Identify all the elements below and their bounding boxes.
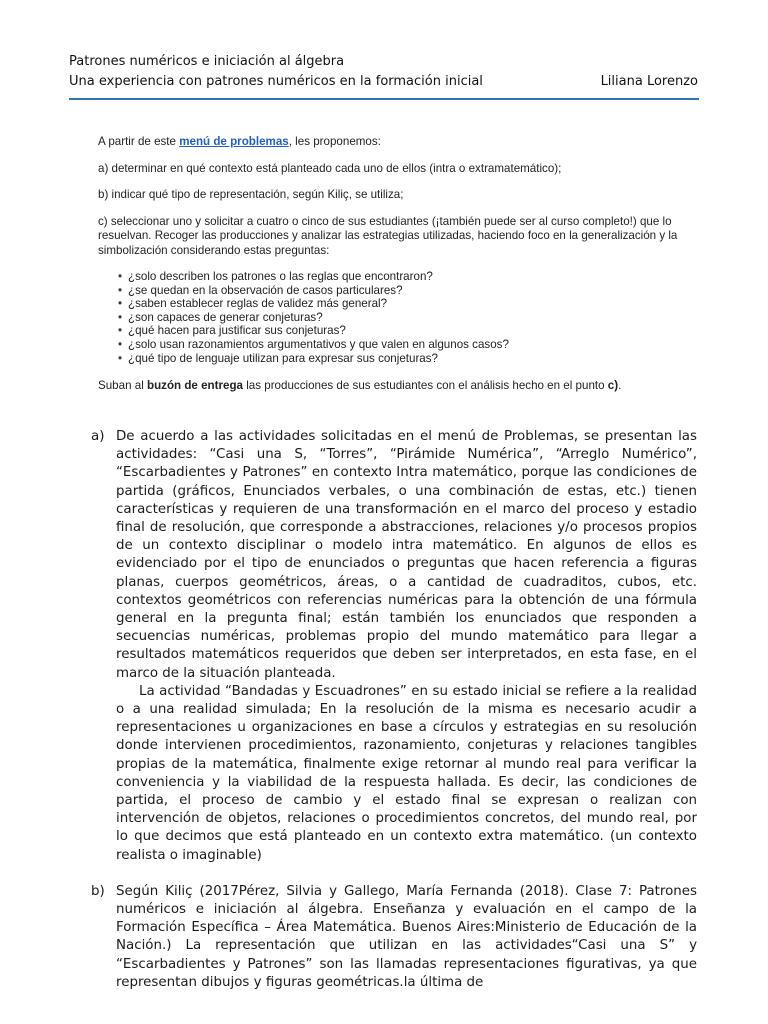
question-item: • ¿solo usan razonamientos argumentativos y que valen en algunos casos? bbox=[118, 338, 716, 352]
question-item: • ¿se quedan en la observación de casos particulares? bbox=[118, 284, 716, 298]
answer-body bbox=[91, 428, 697, 992]
question-item: • ¿saben establecer reglas de validez más general? bbox=[118, 297, 716, 311]
answer-a-paragraph-1: De acuerdo a las actividades solicitadas en el menú de Problemas, se presentan las actividades: “Casi una S, “Torres”, “Pirámide Numérica”, “Arreglo Numérico”, “Escarbadientes y Patrones” en contexto Intra matemático, porque las condiciones de partida (gráficos, Enunciados verbales, o una combinación de estas, etc.) tienen características y requieren de una transformación en el marco del proceso y estadio final de resolución, que corresponde a abstracciones, relaciones y/o procesos propios de un contexto disciplinar o modelo intra matemático. En algunos de ellos es evidenciado por el tipo de enunciados o preguntas que hacen referencia a figuras planas, cuerpos geométricos, áreas, o a cantidad de cuadraditos, cubos, etc. contextos geométricos con referencias numéricas para la obtención de una fórmula general en la pregunta final; están también los enunciados que responden a secuencias numéricas, problemas propio del mundo matemático para llegar a resultados matemáticos requeridos que deben ser interpretados, en esta fase, en el marco de la situación planteada. bbox=[116, 429, 697, 681]
answer-a-marker: a) bbox=[91, 429, 105, 444]
menu-problemas-link[interactable]: menú de problemas bbox=[179, 135, 289, 148]
answer-item-a bbox=[91, 428, 697, 865]
header-subtitle: Una experiencia con patrones numéricos en la formación inicial bbox=[69, 74, 483, 89]
header-author: Liliana Lorenzo bbox=[600, 74, 698, 89]
question-item: • ¿son capaces de generar conjeturas? bbox=[118, 311, 716, 325]
assignment-intro bbox=[98, 135, 716, 150]
page-header bbox=[69, 52, 698, 92]
question-item: • ¿qué tipo de lenguaje utilizan para expresar sus conjeturas? bbox=[118, 352, 716, 366]
assignment-closing bbox=[98, 379, 716, 394]
answer-item-b bbox=[91, 883, 697, 992]
assignment-item-c: c) seleccionar uno y solicitar a cuatro o cinco de sus estudiantes (¡también puede ser al curso completo!) que lo resuelvan. Recoger las producciones y analizar las estrategias utilizadas, haciendo foco en la generalización y la simbolización considerando estas preguntas: bbox=[98, 214, 678, 257]
intro-suffix: , les proponemos: bbox=[288, 135, 381, 148]
question-item: • ¿qué hacen para justificar sus conjeturas? bbox=[118, 324, 716, 338]
header-divider bbox=[69, 98, 699, 100]
answer-b-paragraph: Según Kiliç (2017Pérez, Silvia y Gallego, María Fernanda (2018). Clase 7: Patrones numéricos e iniciación al álgebra. Enseñanza y evaluación en el campo de la Formación Específica – Área Matemática. Buenos Aires:Ministerio de Educación de la Nación.) La representación que utilizan en las actividades“Casi una S” y “Escarbadientes y Patrones” son las llamadas representaciones figurativas, ya que representan dibujos y figuras geométricas.la última de bbox=[116, 883, 697, 990]
closing-middle: las producciones de sus estudiantes con el análisis hecho en el punto bbox=[242, 379, 608, 393]
question-list bbox=[98, 270, 716, 365]
intro-prefix: A partir de este bbox=[98, 135, 180, 148]
buzon-entrega-text: buzón de entrega bbox=[147, 379, 243, 393]
header-course-title: Patrones numéricos e iniciación al álgebra bbox=[69, 54, 345, 69]
answer-a-paragraph-2: La actividad “Bandadas y Escuadrones” en su estado inicial se refiere a la realidad o a una realidad simulada; En la resolución de la misma es necesario acudir a representaciones u organizaciones en base a círculos y estrategias en su resolución donde intervienen procedimientos, razonamiento, conjeturas y relaciones tangibles propias de la matemática, finalmente exige retornar al mundo real para verificar la conveniencia y la viabilidad de la respuesta hallada. Es decir, las condiciones de partida, el proceso de cambio y el estado final se expresan o realizan con intervención de objetos, relaciones o procedimientos concretos, del mundo real, por lo que decimos que está planteado en un contexto extra matemático. (un contexto realista o imaginable) bbox=[116, 683, 697, 863]
closing-end: . bbox=[618, 379, 622, 393]
closing-prefix: Suban al bbox=[98, 379, 147, 393]
answer-b-marker: b) bbox=[91, 883, 105, 899]
point-c-text: c) bbox=[607, 379, 619, 393]
question-item: • ¿solo describen los patrones o las reglas que encontraron? bbox=[118, 270, 716, 284]
header-row bbox=[69, 72, 698, 92]
assignment-screenshot bbox=[98, 135, 716, 406]
assignment-item-b: b) indicar qué tipo de representación, según Kiliç, se utiliza; bbox=[98, 188, 404, 201]
assignment-item-a: a) determinar en qué contexto está planteado cada uno de ellos (intra o extramatemático); bbox=[98, 161, 562, 175]
